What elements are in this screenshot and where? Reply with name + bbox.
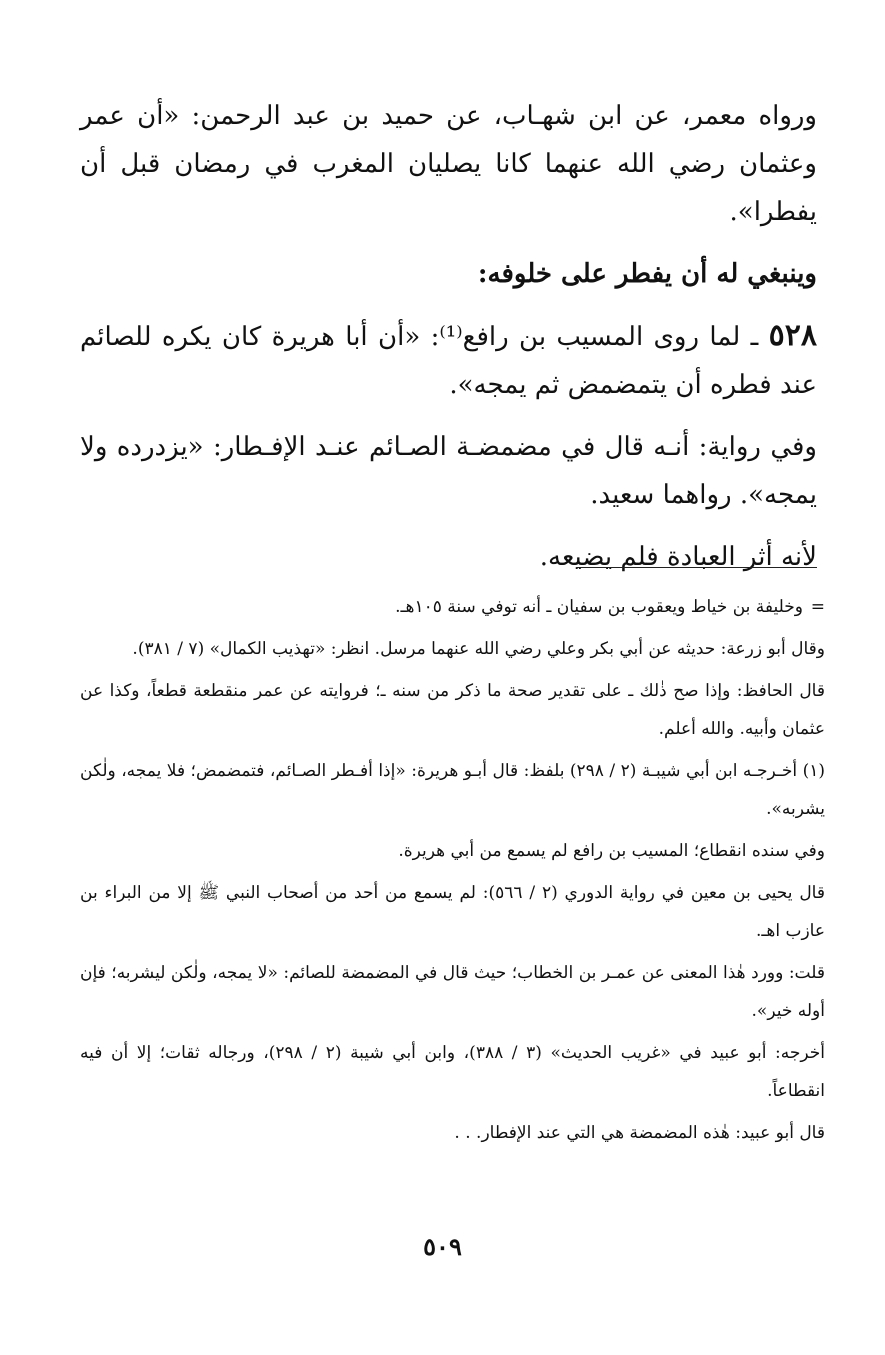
footnote-paragraph: قلت: وورد هٰذا المعنى عن عمـر بن الخطاب؛ حيث قال في المضمضة للصائم: «لا يمجه، ولٰكن ليشربه؛ فإن أوله خير». <box>80 963 825 1021</box>
paragraph-numbered <box>80 312 817 409</box>
main-text <box>80 92 817 595</box>
item-number: ٥٢٨ <box>768 318 818 353</box>
footnote-paragraph: وفي سنده انقطاع؛ المسيب بن رافع لم يسمع من أبي هريرة. <box>398 841 825 861</box>
continuation-mark: = <box>810 597 825 617</box>
paragraph-reason: لأنه أثر العبادة فلم يضيعه. <box>539 542 817 572</box>
footnote-paragraph: وقال أبو زرعة: حديثه عن أبي بكر وعلي رضي الله عنهما مرسل. انظر: «تهذيب الكمال» (٧ / ٣٨١). <box>132 639 825 659</box>
footnotes <box>80 588 825 1156</box>
footnote-continuation <box>80 588 825 626</box>
footnote-paragraph: قال الحافظ: وإذا صح ذٰلك ـ على تقدير صحة ما ذكر من سنه ـ؛ فروايته عن عمر منقطعة قطعاً، وكذا عن عثمان وأبيه. والله أعلم. <box>80 681 825 739</box>
paragraph-heading: وينبغي له أن يفطر على خلوفه: <box>477 259 817 289</box>
item-text: ـ لما روى المسيب بن رافع⁽¹⁾: «أن أبا هريرة كان يكره للصائم عند فطره أن يتمضمض ثم يمجه». <box>80 322 817 400</box>
footnote-1: (١) أخـرجـه ابن أبي شيبـة (٢ / ٢٩٨) بلفظ: قال أبـو هريرة: «إذا أفـطر الصـائم، فتمضمض؛ فلا يمجه، ولٰكن يشربه». <box>80 761 826 819</box>
footnote-divider <box>577 567 817 568</box>
footnote-paragraph: قال يحيى بن معين في رواية الدوري (٢ / ٥٦٦): لم يسمع من أحد من أصحاب النبي ﷺ إلا من البراء بن عازب اهـ. <box>80 883 825 941</box>
page-number: ٥٠٩ <box>423 1232 462 1261</box>
paragraph-riwaya: وفي رواية: أنـه قال في مضمضـة الصـائم عنـد الإفـطار: «يزدرده ولا يمجه». رواهما سعيد. <box>80 432 817 510</box>
footnote-paragraph: قال أبو عبيد: هٰذه المضمضة هي التي عند الإفطار. . . <box>454 1123 825 1143</box>
footnote-paragraph: أخرجه: أبو عبيد في «غريب الحديث» (٣ / ٣٨٨)، وابن أبي شيبة (٢ / ٢٩٨)، ورجاله ثقات؛ إلا أن فيه انقطاعاً. <box>80 1043 825 1101</box>
footnote-text: وخليفة بن خياط ويعقوب بن سفيان ـ أنه توفي سنة ١٠٥هـ. <box>395 597 803 617</box>
paragraph-narration: ورواه معمر، عن ابن شهـاب، عن حميد بن عبد الرحمن: «أن عمر وعثمان رضي الله عنهما كانا يصليان المغرب في رمضان قبل أن يفطرا». <box>80 101 817 227</box>
